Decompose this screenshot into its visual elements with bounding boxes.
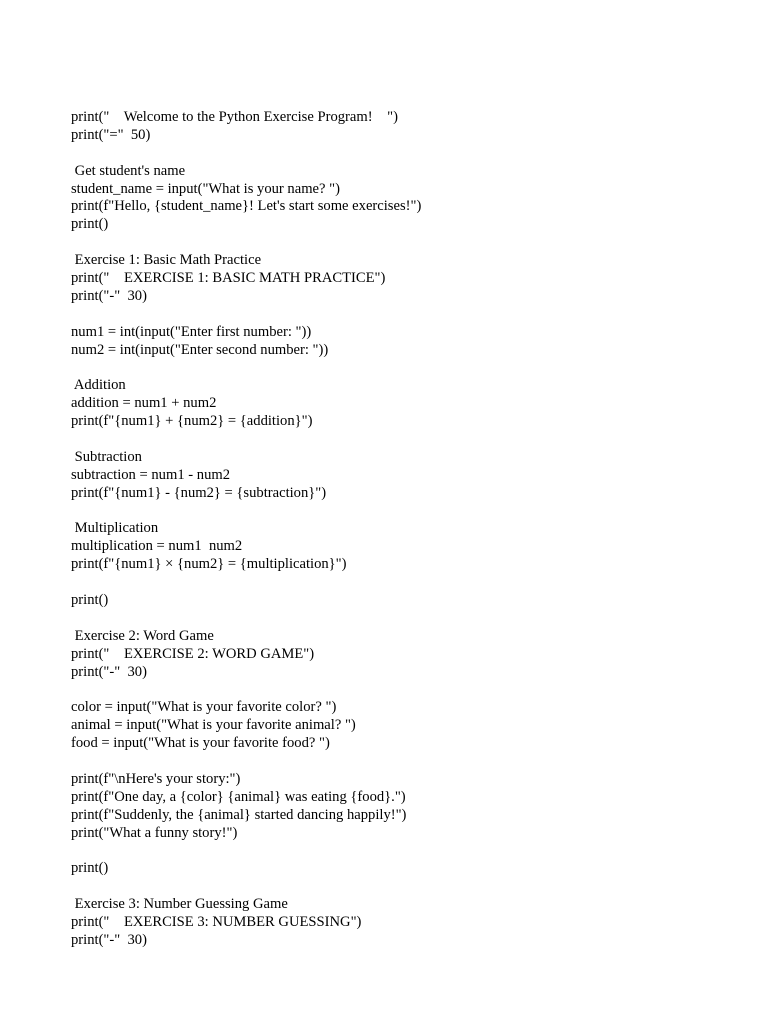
code-line: Exercise 2: Word Game: [71, 627, 214, 644]
code-line: Exercise 3: Number Guessing Game: [71, 896, 288, 913]
code-line: num2 = int(input("Enter second number: ")): [71, 341, 329, 358]
code-line: print("-" 30): [71, 663, 147, 680]
code-line: print(): [71, 592, 109, 609]
code-line: addition = num1 + num2: [71, 395, 217, 412]
code-line: color = input("What is your favorite color? "): [71, 699, 337, 716]
code-line: print(f"Suddenly, the {animal} started dancing happily!"): [71, 806, 407, 823]
code-line: print(" EXERCISE 3: NUMBER GUESSING"): [71, 914, 362, 931]
code-line: [71, 878, 731, 896]
code-line: print(): [71, 216, 109, 233]
code-line: [71, 682, 731, 700]
code-line: print(" EXERCISE 1: BASIC MATH PRACTICE"): [71, 270, 386, 287]
code-line: animal = input("What is your favorite animal? "): [71, 717, 356, 734]
code-line: [71, 306, 731, 324]
code-line: print(f"{num1} - {num2} = {subtraction}"): [71, 484, 327, 501]
code-line: print(" EXERCISE 2: WORD GAME"): [71, 645, 315, 662]
code-line: [71, 843, 731, 861]
code-line: Addition: [71, 377, 126, 394]
code-line: [71, 753, 731, 771]
code-line: Multiplication: [71, 520, 159, 537]
code-line: print("-" 30): [71, 931, 147, 948]
code-line: print(f"\nHere's your story:"): [71, 770, 241, 787]
code-line: print(" Welcome to the Python Exercise Program! "): [71, 109, 398, 125]
code-line: [71, 145, 731, 163]
code-line: print("-" 30): [71, 287, 147, 304]
code-line: print(f"{num1} × {num2} = {multiplication}"): [71, 556, 347, 573]
code-line: print(f"{num1} + {num2} = {addition}"): [71, 413, 313, 430]
code-line: Exercise 1: Basic Math Practice: [71, 252, 262, 269]
code-line: food = input("What is your favorite food? "): [71, 735, 330, 752]
code-line: multiplication = num1 num2: [71, 538, 243, 555]
code-line: print("What a funny story!"): [71, 824, 238, 841]
code-line: [71, 574, 731, 592]
code-line: Subtraction: [71, 448, 142, 465]
code-text-block: [71, 109, 731, 950]
code-line: [71, 431, 731, 449]
code-line: subtraction = num1 - num2: [71, 466, 231, 483]
code-line: [71, 234, 731, 252]
code-line: num1 = int(input("Enter first number: ")): [71, 323, 312, 340]
code-line: student_name = input("What is your name? "): [71, 180, 340, 197]
code-line: print(f"One day, a {color} {animal} was eating {food}."): [71, 788, 406, 805]
code-line: print("=" 50): [71, 126, 151, 143]
code-line: print(): [71, 860, 109, 877]
code-line: [71, 359, 731, 377]
code-line: Get student's name: [71, 162, 186, 179]
code-line: [71, 503, 731, 521]
code-line: [71, 610, 731, 628]
code-line: print(f"Hello, {student_name}! Let's start some exercises!"): [71, 198, 422, 215]
